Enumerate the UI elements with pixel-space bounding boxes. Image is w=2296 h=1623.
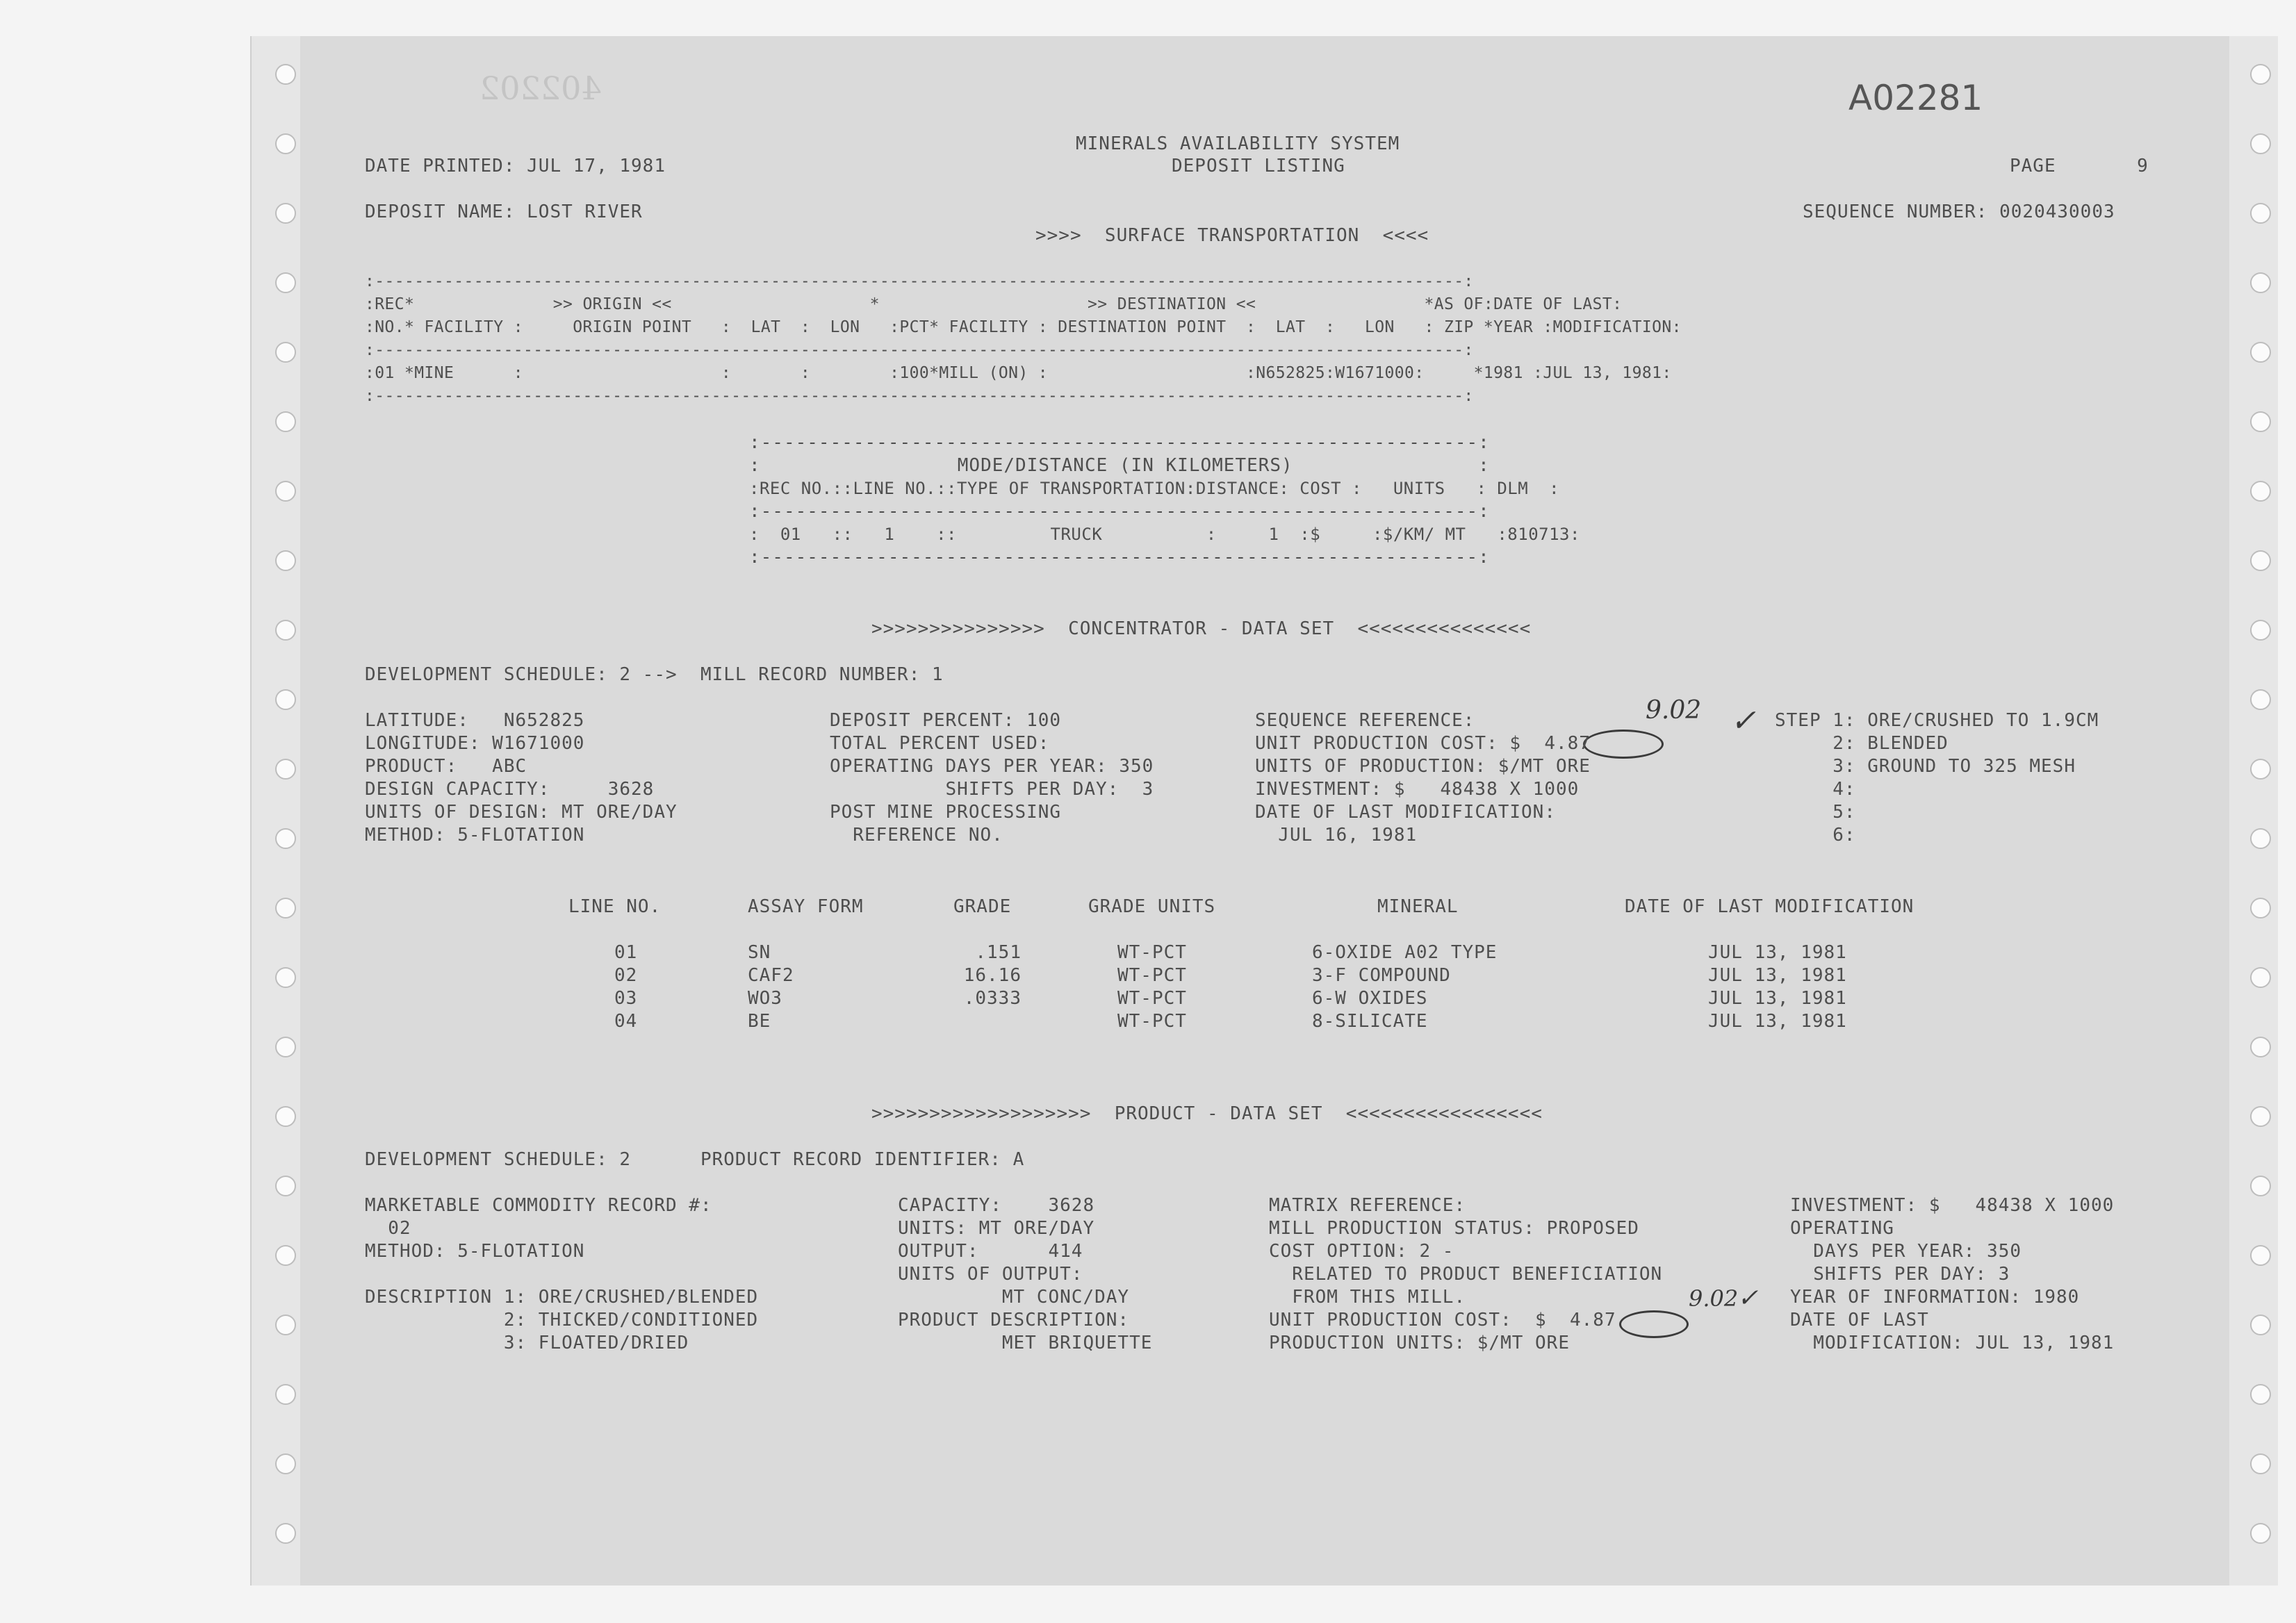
surface-transport-title: >>>> SURFACE TRANSPORTATION <<<< xyxy=(1035,225,1429,246)
table-row: : 01 :: 1 :: TRUCK : 1 :$ :$/KM/ MT :810713: xyxy=(749,525,1580,544)
field: UNITS OF DESIGN: MT ORE/DAY xyxy=(365,802,678,823)
table-cell: 6-OXIDE A02 TYPE xyxy=(1312,942,1498,963)
checkmark-icon: ✓ xyxy=(1737,1284,1759,1312)
field: POST MINE PROCESSING xyxy=(830,802,1062,823)
field: MODIFICATION: JUL 13, 1981 xyxy=(1790,1333,2115,1353)
field: 02 xyxy=(365,1218,411,1239)
table-row: :--------------------------------------------------------------------------------------------------------------: xyxy=(365,341,1474,359)
field: DAYS PER YEAR: 350 xyxy=(1790,1241,2022,1262)
table-cell: JUL 13, 1981 xyxy=(1708,1011,1847,1032)
feed-hole xyxy=(2250,203,2271,224)
feed-hole xyxy=(275,689,296,710)
feed-hole xyxy=(2250,898,2271,918)
product-dev-schedule: DEVELOPMENT SCHEDULE: 2 PRODUCT RECORD IDENTIFIER: A xyxy=(365,1149,1025,1170)
table-cell: 16.16 xyxy=(963,965,1022,986)
table-cell: 8-SILICATE xyxy=(1312,1011,1428,1032)
field: MILL PRODUCTION STATUS: PROPOSED xyxy=(1269,1218,1639,1239)
table-cell: JUL 13, 1981 xyxy=(1708,988,1847,1009)
checkmark-icon: ✓ xyxy=(1730,703,1756,739)
column-header: LINE NO. xyxy=(568,896,662,917)
field: LONGITUDE: W1671000 xyxy=(365,733,585,754)
field: DATE OF LAST MODIFICATION: xyxy=(1255,802,1556,823)
product-title: >>>>>>>>>>>>>>>>>>> PRODUCT - DATA SET <<<<<<<<<<<<<<<<< xyxy=(871,1103,1543,1124)
table-row: :--------------------------------------------------------------: xyxy=(749,432,1490,453)
field: DESCRIPTION 1: ORE/CRUSHED/BLENDED xyxy=(365,1287,759,1308)
table-cell: CAF2 xyxy=(748,965,794,986)
feed-hole xyxy=(2250,1315,2271,1335)
table-row: :--------------------------------------------------------------------------------------------------------------: xyxy=(365,387,1474,405)
feed-hole xyxy=(2250,1106,2271,1127)
table-cell: WT-PCT xyxy=(1117,1011,1187,1032)
field: FROM THIS MILL. xyxy=(1269,1287,1466,1308)
feed-hole xyxy=(275,1245,296,1266)
column-header: ASSAY FORM xyxy=(748,896,864,917)
table-row: :--------------------------------------------------------------: xyxy=(749,501,1490,522)
field: MATRIX REFERENCE: xyxy=(1269,1195,1466,1216)
field: SHIFTS PER DAY: 3 xyxy=(830,779,1154,800)
feed-hole xyxy=(2250,759,2271,780)
table-row: :REC NO.::LINE NO.::TYPE OF TRANSPORTATION:DISTANCE: COST : UNITS : DLM : xyxy=(749,479,1560,498)
field: DEPOSIT PERCENT: 100 xyxy=(830,710,1062,731)
feed-hole xyxy=(2250,1245,2271,1266)
feed-hole xyxy=(275,759,296,780)
field: MT CONC/DAY xyxy=(898,1287,1130,1308)
table-row: :--------------------------------------------------------------: xyxy=(749,547,1490,568)
field: METHOD: 5-FLOTATION xyxy=(365,1241,585,1262)
feed-hole xyxy=(275,133,296,154)
field: SEQUENCE REFERENCE: xyxy=(1255,710,1475,731)
table-cell: 04 xyxy=(614,1011,638,1032)
deposit-name: DEPOSIT NAME: LOST RIVER xyxy=(365,201,643,222)
page-number: PAGE 9 xyxy=(2010,156,2149,176)
feed-hole xyxy=(275,411,296,432)
feed-hole xyxy=(2250,550,2271,571)
table-cell: BE xyxy=(748,1011,771,1032)
feed-hole xyxy=(275,967,296,988)
feed-hole xyxy=(275,342,296,363)
table-cell: .151 xyxy=(975,942,1022,963)
field: RELATED TO PRODUCT BENEFICIATION xyxy=(1269,1264,1663,1285)
field: REFERENCE NO. xyxy=(830,825,1003,846)
feed-hole xyxy=(2250,689,2271,710)
feed-hole xyxy=(2250,133,2271,154)
field: UNIT PRODUCTION COST: $ 4.87 xyxy=(1255,733,1591,754)
feed-hole xyxy=(2250,1453,2271,1474)
field: CAPACITY: 3628 xyxy=(898,1195,1095,1216)
date-printed: DATE PRINTED: JUL 17, 1981 xyxy=(365,156,666,176)
table-cell: JUL 13, 1981 xyxy=(1708,965,1847,986)
tractor-strip-right xyxy=(2229,36,2278,1585)
field: STEP 1: ORE/CRUSHED TO 1.9CM xyxy=(1775,710,2099,731)
field: UNITS OF PRODUCTION: $/MT ORE xyxy=(1255,756,1591,777)
feed-hole xyxy=(275,1523,296,1544)
feed-hole xyxy=(2250,828,2271,849)
sequence-number: SEQUENCE NUMBER: 0020430003 xyxy=(1803,201,2115,222)
table-row: : MODE/DISTANCE (IN KILOMETERS) : xyxy=(749,455,1490,476)
feed-hole xyxy=(275,1106,296,1127)
field: UNITS: MT ORE/DAY xyxy=(898,1218,1095,1239)
table-cell: JUL 13, 1981 xyxy=(1708,942,1847,963)
field: OPERATING xyxy=(1790,1218,1894,1239)
feed-hole xyxy=(2250,1523,2271,1544)
table-row: :--------------------------------------------------------------------------------------------------------------: xyxy=(365,272,1474,290)
feed-hole xyxy=(275,550,296,571)
feed-hole xyxy=(275,272,296,293)
feed-hole xyxy=(275,1384,296,1405)
field: UNIT PRODUCTION COST: $ 4.87 xyxy=(1269,1310,1616,1330)
field: OPERATING DAYS PER YEAR: 350 xyxy=(830,756,1154,777)
handwritten-correction-2: 9.02 xyxy=(1689,1285,1739,1312)
table-cell: .0333 xyxy=(963,988,1022,1009)
table-cell: 01 xyxy=(614,942,638,963)
table-row: :01 *MINE : : : :100*MILL (ON) : :N652825:W1671000: *1981 :JUL 13, 1981: xyxy=(365,364,1672,382)
table-cell: 6-W OXIDES xyxy=(1312,988,1428,1009)
column-header: GRADE xyxy=(953,896,1012,917)
feed-hole xyxy=(2250,620,2271,641)
field: PRODUCTION UNITS: $/MT ORE xyxy=(1269,1333,1570,1353)
system-title: MINERALS AVAILABILITY SYSTEM xyxy=(1076,133,1400,154)
field: 6: xyxy=(1775,825,1856,846)
feed-hole xyxy=(2250,967,2271,988)
field: 2: BLENDED xyxy=(1775,733,1949,754)
handwritten-correction-1: 9.02 xyxy=(1646,696,1702,725)
feed-hole xyxy=(2250,481,2271,502)
column-header: MINERAL xyxy=(1377,896,1459,917)
field: METHOD: 5-FLOTATION xyxy=(365,825,585,846)
field: DESIGN CAPACITY: 3628 xyxy=(365,779,655,800)
feed-hole xyxy=(275,828,296,849)
feed-hole xyxy=(275,1037,296,1057)
table-cell: WT-PCT xyxy=(1117,965,1187,986)
listing-title: DEPOSIT LISTING xyxy=(1172,156,1345,176)
table-cell: 3-F COMPOUND xyxy=(1312,965,1451,986)
table-row: :NO.* FACILITY : ORIGIN POINT : LAT : LON :PCT* FACILITY : DESTINATION POINT : LAT : LON : ZIP *YEAR :MODIFICATION: xyxy=(365,318,1682,336)
field: PRODUCT DESCRIPTION: xyxy=(898,1310,1130,1330)
feed-hole xyxy=(275,64,296,85)
field: INVESTMENT: $ 48438 X 1000 xyxy=(1255,779,1580,800)
field: 5: xyxy=(1775,802,1856,823)
field: 3: FLOATED/DRIED xyxy=(365,1333,689,1353)
feed-hole xyxy=(275,898,296,918)
column-header: DATE OF LAST MODIFICATION xyxy=(1625,896,1914,917)
table-row: :REC* >> ORIGIN << * >> DESTINATION << *AS OF:DATE OF LAST: xyxy=(365,295,1623,313)
field: JUL 16, 1981 xyxy=(1255,825,1418,846)
table-cell: 02 xyxy=(614,965,638,986)
field: PRODUCT: ABC xyxy=(365,756,527,777)
table-cell: WT-PCT xyxy=(1117,942,1187,963)
table-cell: 03 xyxy=(614,988,638,1009)
cost-circle-mark-2 xyxy=(1619,1310,1689,1338)
field: 4: xyxy=(1775,779,1856,800)
feed-hole xyxy=(2250,64,2271,85)
faint-bleed-through-number: 402202 xyxy=(479,69,602,107)
cost-circle-mark-1 xyxy=(1583,730,1664,759)
field: UNITS OF OUTPUT: xyxy=(898,1264,1083,1285)
feed-hole xyxy=(275,1176,296,1196)
doc-number-stamp: A02281 xyxy=(1848,78,1983,118)
feed-hole xyxy=(2250,272,2271,293)
feed-hole xyxy=(2250,1176,2271,1196)
field: OUTPUT: 414 xyxy=(898,1241,1083,1262)
tractor-strip-left xyxy=(252,36,300,1585)
field: INVESTMENT: $ 48438 X 1000 xyxy=(1790,1195,2115,1216)
feed-hole xyxy=(275,481,296,502)
concentrator-title: >>>>>>>>>>>>>>> CONCENTRATOR - DATA SET <<<<<<<<<<<<<<< xyxy=(871,618,1532,639)
table-cell: WT-PCT xyxy=(1117,988,1187,1009)
feed-hole xyxy=(275,1315,296,1335)
feed-hole xyxy=(2250,342,2271,363)
feed-hole xyxy=(275,203,296,224)
table-cell: WO3 xyxy=(748,988,782,1009)
field: MARKETABLE COMMODITY RECORD #: xyxy=(365,1195,712,1216)
concentrator-dev-schedule: DEVELOPMENT SCHEDULE: 2 --> MILL RECORD NUMBER: 1 xyxy=(365,664,944,685)
feed-hole xyxy=(2250,411,2271,432)
feed-hole xyxy=(2250,1384,2271,1405)
column-header: GRADE UNITS xyxy=(1088,896,1216,917)
field: YEAR OF INFORMATION: 1980 xyxy=(1790,1287,2080,1308)
feed-hole xyxy=(275,1453,296,1474)
field: MET BRIQUETTE xyxy=(898,1333,1153,1353)
feed-hole xyxy=(2250,1037,2271,1057)
field: SHIFTS PER DAY: 3 xyxy=(1790,1264,2010,1285)
table-cell: SN xyxy=(748,942,771,963)
field: TOTAL PERCENT USED: xyxy=(830,733,1050,754)
field: COST OPTION: 2 - xyxy=(1269,1241,1454,1262)
field: LATITUDE: N652825 xyxy=(365,710,585,731)
field: 2: THICKED/CONDITIONED xyxy=(365,1310,759,1330)
field: DATE OF LAST xyxy=(1790,1310,1929,1330)
feed-hole xyxy=(275,620,296,641)
field: 3: GROUND TO 325 MESH xyxy=(1775,756,2076,777)
